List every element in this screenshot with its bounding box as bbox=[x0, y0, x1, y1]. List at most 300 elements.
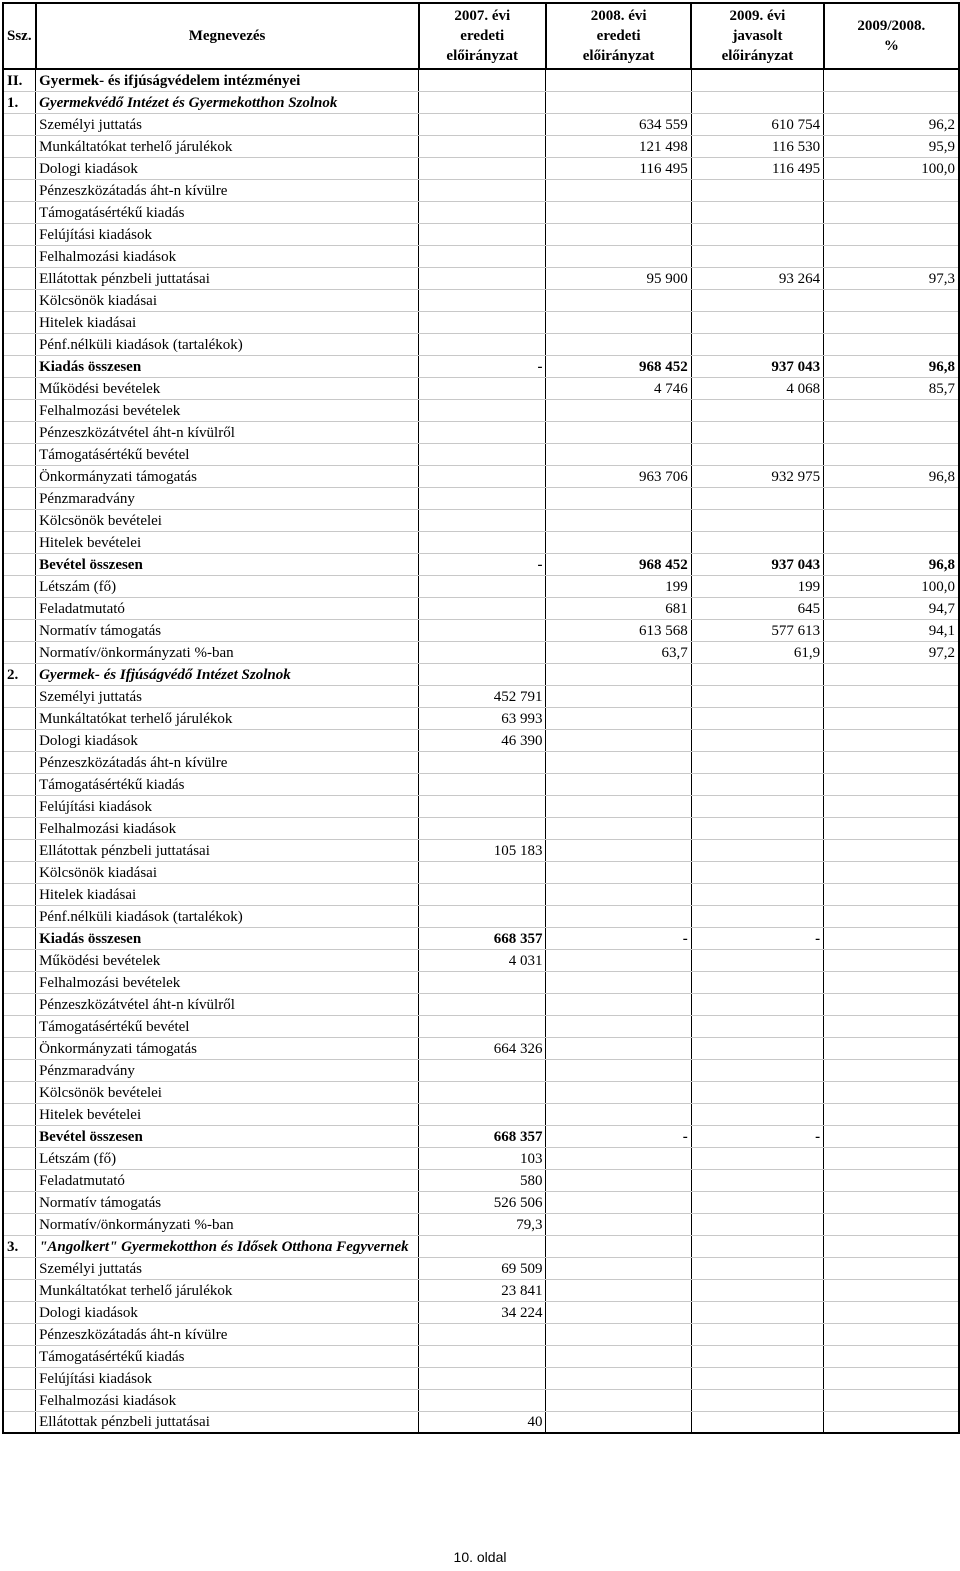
value-2008 bbox=[546, 245, 691, 267]
table-row bbox=[3, 377, 959, 399]
value-2008: 63,7 bbox=[546, 641, 691, 663]
value-2009: 610 754 bbox=[691, 113, 823, 135]
value-pct bbox=[824, 1015, 959, 1037]
value-pct bbox=[824, 311, 959, 333]
value-2007 bbox=[419, 267, 546, 289]
value-2009 bbox=[691, 817, 823, 839]
table-row bbox=[3, 1367, 959, 1389]
table-row bbox=[3, 1125, 959, 1147]
value-2008 bbox=[546, 399, 691, 421]
row-number bbox=[3, 443, 36, 465]
value-2009 bbox=[691, 1037, 823, 1059]
value-2007 bbox=[419, 1235, 546, 1257]
value-2008 bbox=[546, 685, 691, 707]
value-pct bbox=[824, 663, 959, 685]
value-2007: 79,3 bbox=[419, 1213, 546, 1235]
value-2007 bbox=[419, 1367, 546, 1389]
value-2007 bbox=[419, 91, 546, 113]
value-2007 bbox=[419, 861, 546, 883]
value-pct: 95,9 bbox=[824, 135, 959, 157]
row-label: Működési bevételek bbox=[36, 949, 419, 971]
table-row bbox=[3, 531, 959, 553]
row-label: Támogatásértékű kiadás bbox=[36, 201, 419, 223]
value-2009 bbox=[691, 1191, 823, 1213]
row-label: Kiadás összesen bbox=[36, 355, 419, 377]
value-2008 bbox=[546, 773, 691, 795]
value-2008 bbox=[546, 1345, 691, 1367]
value-2008 bbox=[546, 795, 691, 817]
value-2007 bbox=[419, 575, 546, 597]
value-2008 bbox=[546, 1257, 691, 1279]
table-body bbox=[3, 69, 959, 1433]
value-2008 bbox=[546, 1103, 691, 1125]
value-pct bbox=[824, 1257, 959, 1279]
value-2007 bbox=[419, 619, 546, 641]
row-number: 2. bbox=[3, 663, 36, 685]
value-2008 bbox=[546, 311, 691, 333]
value-2007 bbox=[419, 113, 546, 135]
value-pct bbox=[824, 817, 959, 839]
value-pct: 100,0 bbox=[824, 575, 959, 597]
value-2007 bbox=[419, 179, 546, 201]
value-pct bbox=[824, 1169, 959, 1191]
row-number bbox=[3, 1257, 36, 1279]
row-number bbox=[3, 355, 36, 377]
row-number bbox=[3, 311, 36, 333]
value-2007 bbox=[419, 443, 546, 465]
row-label: Pénzmaradvány bbox=[36, 1059, 419, 1081]
row-label: Hitelek bevételei bbox=[36, 531, 419, 553]
row-label: Gyermekvédő Intézet és Gyermekotthon Szolnok bbox=[36, 91, 419, 113]
row-number bbox=[3, 927, 36, 949]
table-row bbox=[3, 707, 959, 729]
value-2008 bbox=[546, 91, 691, 113]
value-pct: 94,1 bbox=[824, 619, 959, 641]
row-number bbox=[3, 377, 36, 399]
row-number bbox=[3, 905, 36, 927]
table-row bbox=[3, 729, 959, 751]
table-row bbox=[3, 443, 959, 465]
value-2007 bbox=[419, 69, 546, 91]
table-row bbox=[3, 465, 959, 487]
row-number bbox=[3, 707, 36, 729]
value-2008 bbox=[546, 817, 691, 839]
value-2008 bbox=[546, 1147, 691, 1169]
value-2009 bbox=[691, 1323, 823, 1345]
value-2007: 580 bbox=[419, 1169, 546, 1191]
value-2008 bbox=[546, 1389, 691, 1411]
row-number bbox=[3, 1147, 36, 1169]
row-label: Pénf.nélküli kiadások (tartalékok) bbox=[36, 333, 419, 355]
row-number bbox=[3, 751, 36, 773]
row-number: II. bbox=[3, 69, 36, 91]
row-label: Kölcsönök kiadásai bbox=[36, 861, 419, 883]
table-row bbox=[3, 223, 959, 245]
value-2007 bbox=[419, 971, 546, 993]
value-2008 bbox=[546, 707, 691, 729]
row-number: 1. bbox=[3, 91, 36, 113]
row-number bbox=[3, 1389, 36, 1411]
row-label: "Angolkert" Gyermekotthon és Idősek Otthona Fegyvernek bbox=[36, 1235, 419, 1257]
value-2009 bbox=[691, 1279, 823, 1301]
row-number bbox=[3, 1323, 36, 1345]
value-2009 bbox=[691, 1345, 823, 1367]
table-row bbox=[3, 179, 959, 201]
value-2009 bbox=[691, 69, 823, 91]
value-2008: 968 452 bbox=[546, 553, 691, 575]
value-2008 bbox=[546, 663, 691, 685]
table-row bbox=[3, 883, 959, 905]
value-pct bbox=[824, 1059, 959, 1081]
value-pct bbox=[824, 223, 959, 245]
value-2008 bbox=[546, 1323, 691, 1345]
value-2008 bbox=[546, 905, 691, 927]
value-2009 bbox=[691, 663, 823, 685]
value-2009 bbox=[691, 1367, 823, 1389]
value-2007 bbox=[419, 399, 546, 421]
header-2007-line2: eredeti bbox=[460, 28, 505, 44]
value-2009: 116 530 bbox=[691, 135, 823, 157]
value-pct bbox=[824, 1125, 959, 1147]
budget-table bbox=[2, 2, 960, 1434]
value-2009 bbox=[691, 223, 823, 245]
value-pct bbox=[824, 201, 959, 223]
value-2007 bbox=[419, 641, 546, 663]
value-2008: 95 900 bbox=[546, 267, 691, 289]
value-2009 bbox=[691, 1015, 823, 1037]
row-number bbox=[3, 971, 36, 993]
value-pct: 94,7 bbox=[824, 597, 959, 619]
value-2008 bbox=[546, 531, 691, 553]
value-2007 bbox=[419, 289, 546, 311]
value-2009: 116 495 bbox=[691, 157, 823, 179]
row-label: Támogatásértékű kiadás bbox=[36, 1345, 419, 1367]
value-pct bbox=[824, 69, 959, 91]
row-number bbox=[3, 1411, 36, 1433]
value-2008: 199 bbox=[546, 575, 691, 597]
table-row bbox=[3, 421, 959, 443]
row-number bbox=[3, 1345, 36, 1367]
row-number bbox=[3, 487, 36, 509]
value-2007 bbox=[419, 993, 546, 1015]
value-pct bbox=[824, 531, 959, 553]
value-2007 bbox=[419, 135, 546, 157]
value-2007: 105 183 bbox=[419, 839, 546, 861]
row-number bbox=[3, 1103, 36, 1125]
value-2007 bbox=[419, 1059, 546, 1081]
value-2007: 4 031 bbox=[419, 949, 546, 971]
row-number bbox=[3, 245, 36, 267]
value-2007: 69 509 bbox=[419, 1257, 546, 1279]
value-2007 bbox=[419, 421, 546, 443]
value-2008 bbox=[546, 509, 691, 531]
table-row bbox=[3, 1235, 959, 1257]
value-2008: 121 498 bbox=[546, 135, 691, 157]
row-number bbox=[3, 729, 36, 751]
value-pct bbox=[824, 993, 959, 1015]
value-2007: 34 224 bbox=[419, 1301, 546, 1323]
row-label: Felhalmozási bevételek bbox=[36, 971, 419, 993]
value-pct bbox=[824, 773, 959, 795]
table-row bbox=[3, 487, 959, 509]
value-2007 bbox=[419, 157, 546, 179]
table-row bbox=[3, 1059, 959, 1081]
value-2007 bbox=[419, 1345, 546, 1367]
value-2009 bbox=[691, 421, 823, 443]
table-row bbox=[3, 751, 959, 773]
row-label: Pénzeszközátadás áht-n kívülre bbox=[36, 751, 419, 773]
row-number bbox=[3, 399, 36, 421]
value-2009: 61,9 bbox=[691, 641, 823, 663]
value-2008 bbox=[546, 1367, 691, 1389]
value-2007: 668 357 bbox=[419, 1125, 546, 1147]
row-label: Támogatásértékű bevétel bbox=[36, 443, 419, 465]
row-number bbox=[3, 1191, 36, 1213]
table-row bbox=[3, 1191, 959, 1213]
table-row bbox=[3, 1037, 959, 1059]
row-label: Dologi kiadások bbox=[36, 729, 419, 751]
table-row bbox=[3, 311, 959, 333]
value-pct: 100,0 bbox=[824, 157, 959, 179]
row-number bbox=[3, 531, 36, 553]
value-2009 bbox=[691, 861, 823, 883]
value-pct bbox=[824, 289, 959, 311]
value-2009 bbox=[691, 949, 823, 971]
value-pct: 96,8 bbox=[824, 355, 959, 377]
row-number bbox=[3, 641, 36, 663]
value-2008 bbox=[546, 1301, 691, 1323]
row-number bbox=[3, 201, 36, 223]
value-2008 bbox=[546, 949, 691, 971]
value-pct bbox=[824, 1367, 959, 1389]
row-number bbox=[3, 883, 36, 905]
value-pct bbox=[824, 839, 959, 861]
table-row bbox=[3, 1015, 959, 1037]
value-2008 bbox=[546, 69, 691, 91]
table-row bbox=[3, 267, 959, 289]
header-row bbox=[3, 3, 959, 69]
row-number bbox=[3, 1059, 36, 1081]
table-row bbox=[3, 1213, 959, 1235]
value-2009 bbox=[691, 1081, 823, 1103]
row-number bbox=[3, 575, 36, 597]
table-row bbox=[3, 773, 959, 795]
value-2008 bbox=[546, 1213, 691, 1235]
row-label: Felújítási kiadások bbox=[36, 1367, 419, 1389]
value-2009 bbox=[691, 201, 823, 223]
value-2007: - bbox=[419, 553, 546, 575]
row-number bbox=[3, 817, 36, 839]
table-row bbox=[3, 619, 959, 641]
row-label: Gyermek- és ifjúságvédelem intézményei bbox=[36, 69, 419, 91]
value-2008 bbox=[546, 861, 691, 883]
value-2007 bbox=[419, 223, 546, 245]
value-pct bbox=[824, 1323, 959, 1345]
value-pct: 96,8 bbox=[824, 553, 959, 575]
row-label: Pénzeszközátadás áht-n kívülre bbox=[36, 1323, 419, 1345]
value-pct bbox=[824, 179, 959, 201]
value-2009 bbox=[691, 905, 823, 927]
value-2008: 634 559 bbox=[546, 113, 691, 135]
row-label: Feladatmutató bbox=[36, 597, 419, 619]
value-2009 bbox=[691, 1389, 823, 1411]
value-2009: 199 bbox=[691, 575, 823, 597]
value-2008 bbox=[546, 289, 691, 311]
value-2007: 668 357 bbox=[419, 927, 546, 949]
table-row bbox=[3, 1081, 959, 1103]
row-label: Ellátottak pénzbeli juttatásai bbox=[36, 839, 419, 861]
row-number bbox=[3, 773, 36, 795]
header-pct-line2: % bbox=[883, 38, 899, 54]
value-2008 bbox=[546, 1169, 691, 1191]
value-2008: 963 706 bbox=[546, 465, 691, 487]
row-number bbox=[3, 333, 36, 355]
value-2008: - bbox=[546, 1125, 691, 1147]
header-2009-line1: 2009. évi bbox=[729, 8, 786, 24]
row-number bbox=[3, 993, 36, 1015]
table-row bbox=[3, 333, 959, 355]
header-2008-line3: előirányzat bbox=[582, 48, 655, 64]
header-pct bbox=[824, 3, 959, 69]
value-pct bbox=[824, 861, 959, 883]
row-label: Személyi juttatás bbox=[36, 1257, 419, 1279]
table-row bbox=[3, 1301, 959, 1323]
row-label: Támogatásértékű bevétel bbox=[36, 1015, 419, 1037]
value-2007 bbox=[419, 1015, 546, 1037]
value-pct bbox=[824, 905, 959, 927]
table-row bbox=[3, 355, 959, 377]
value-2009 bbox=[691, 729, 823, 751]
value-2007 bbox=[419, 245, 546, 267]
table-row bbox=[3, 817, 959, 839]
row-label: Pénzeszközátadás áht-n kívülre bbox=[36, 179, 419, 201]
table-row bbox=[3, 905, 959, 927]
value-2009 bbox=[691, 773, 823, 795]
value-2009 bbox=[691, 971, 823, 993]
table-row bbox=[3, 795, 959, 817]
row-label: Ellátottak pénzbeli juttatásai bbox=[36, 267, 419, 289]
row-label: Kiadás összesen bbox=[36, 927, 419, 949]
row-label: Kölcsönök kiadásai bbox=[36, 289, 419, 311]
value-2008 bbox=[546, 839, 691, 861]
value-2007 bbox=[419, 905, 546, 927]
header-2009-line3: előirányzat bbox=[721, 48, 794, 64]
row-number bbox=[3, 1015, 36, 1037]
value-2008 bbox=[546, 1279, 691, 1301]
value-pct bbox=[824, 1147, 959, 1169]
table-row bbox=[3, 949, 959, 971]
row-label: Felújítási kiadások bbox=[36, 795, 419, 817]
value-2009 bbox=[691, 1257, 823, 1279]
table-row bbox=[3, 575, 959, 597]
row-label: Személyi juttatás bbox=[36, 685, 419, 707]
row-label: Önkormányzati támogatás bbox=[36, 465, 419, 487]
header-ssz: Ssz. bbox=[3, 3, 36, 69]
row-label: Hitelek kiadásai bbox=[36, 883, 419, 905]
row-number bbox=[3, 553, 36, 575]
table-row bbox=[3, 993, 959, 1015]
row-number: 3. bbox=[3, 1235, 36, 1257]
value-pct: 85,7 bbox=[824, 377, 959, 399]
value-2009 bbox=[691, 1059, 823, 1081]
table-row bbox=[3, 1389, 959, 1411]
table-row bbox=[3, 663, 959, 685]
value-2008 bbox=[546, 333, 691, 355]
row-label: Felújítási kiadások bbox=[36, 223, 419, 245]
value-2009 bbox=[691, 289, 823, 311]
row-number bbox=[3, 113, 36, 135]
row-label: Létszám (fő) bbox=[36, 1147, 419, 1169]
value-2007 bbox=[419, 1389, 546, 1411]
table-row bbox=[3, 1147, 959, 1169]
value-2008 bbox=[546, 1015, 691, 1037]
value-pct bbox=[824, 707, 959, 729]
header-2008-line1: 2008. évi bbox=[590, 8, 647, 24]
table-row bbox=[3, 1103, 959, 1125]
value-2007 bbox=[419, 663, 546, 685]
value-2009 bbox=[691, 531, 823, 553]
row-label: Felhalmozási kiadások bbox=[36, 1389, 419, 1411]
table-row bbox=[3, 1279, 959, 1301]
value-2008 bbox=[546, 179, 691, 201]
table-row bbox=[3, 839, 959, 861]
table-row bbox=[3, 1345, 959, 1367]
row-number bbox=[3, 685, 36, 707]
row-number bbox=[3, 135, 36, 157]
row-number bbox=[3, 1169, 36, 1191]
header-megnevezes: Megnevezés bbox=[36, 3, 419, 69]
value-pct bbox=[824, 1301, 959, 1323]
value-2009 bbox=[691, 685, 823, 707]
row-number bbox=[3, 223, 36, 245]
value-2007: 40 bbox=[419, 1411, 546, 1433]
value-2007 bbox=[419, 1103, 546, 1125]
value-2009 bbox=[691, 179, 823, 201]
value-2008 bbox=[546, 971, 691, 993]
header-2008-line2: eredeti bbox=[596, 28, 641, 44]
value-2007 bbox=[419, 333, 546, 355]
row-label: Normatív/önkormányzati %-ban bbox=[36, 641, 419, 663]
value-2009 bbox=[691, 751, 823, 773]
value-2008 bbox=[546, 1081, 691, 1103]
value-2009 bbox=[691, 993, 823, 1015]
row-number bbox=[3, 157, 36, 179]
value-2008 bbox=[546, 1411, 691, 1433]
row-label: Ellátottak pénzbeli juttatásai bbox=[36, 1411, 419, 1433]
value-2009 bbox=[691, 1147, 823, 1169]
row-label: Támogatásértékű kiadás bbox=[36, 773, 419, 795]
value-2008: 116 495 bbox=[546, 157, 691, 179]
value-2007 bbox=[419, 597, 546, 619]
value-2009 bbox=[691, 91, 823, 113]
value-2007: - bbox=[419, 355, 546, 377]
value-pct bbox=[824, 1279, 959, 1301]
row-number bbox=[3, 1279, 36, 1301]
table-row bbox=[3, 69, 959, 91]
row-number bbox=[3, 1301, 36, 1323]
value-2007 bbox=[419, 377, 546, 399]
value-pct bbox=[824, 685, 959, 707]
value-2007 bbox=[419, 201, 546, 223]
row-number bbox=[3, 1367, 36, 1389]
row-label: Bevétel összesen bbox=[36, 1125, 419, 1147]
row-label: Pénzeszközátvétel áht-n kívülről bbox=[36, 993, 419, 1015]
value-2008 bbox=[546, 201, 691, 223]
value-2007 bbox=[419, 465, 546, 487]
value-pct bbox=[824, 91, 959, 113]
row-label: Dologi kiadások bbox=[36, 1301, 419, 1323]
row-label: Hitelek kiadásai bbox=[36, 311, 419, 333]
